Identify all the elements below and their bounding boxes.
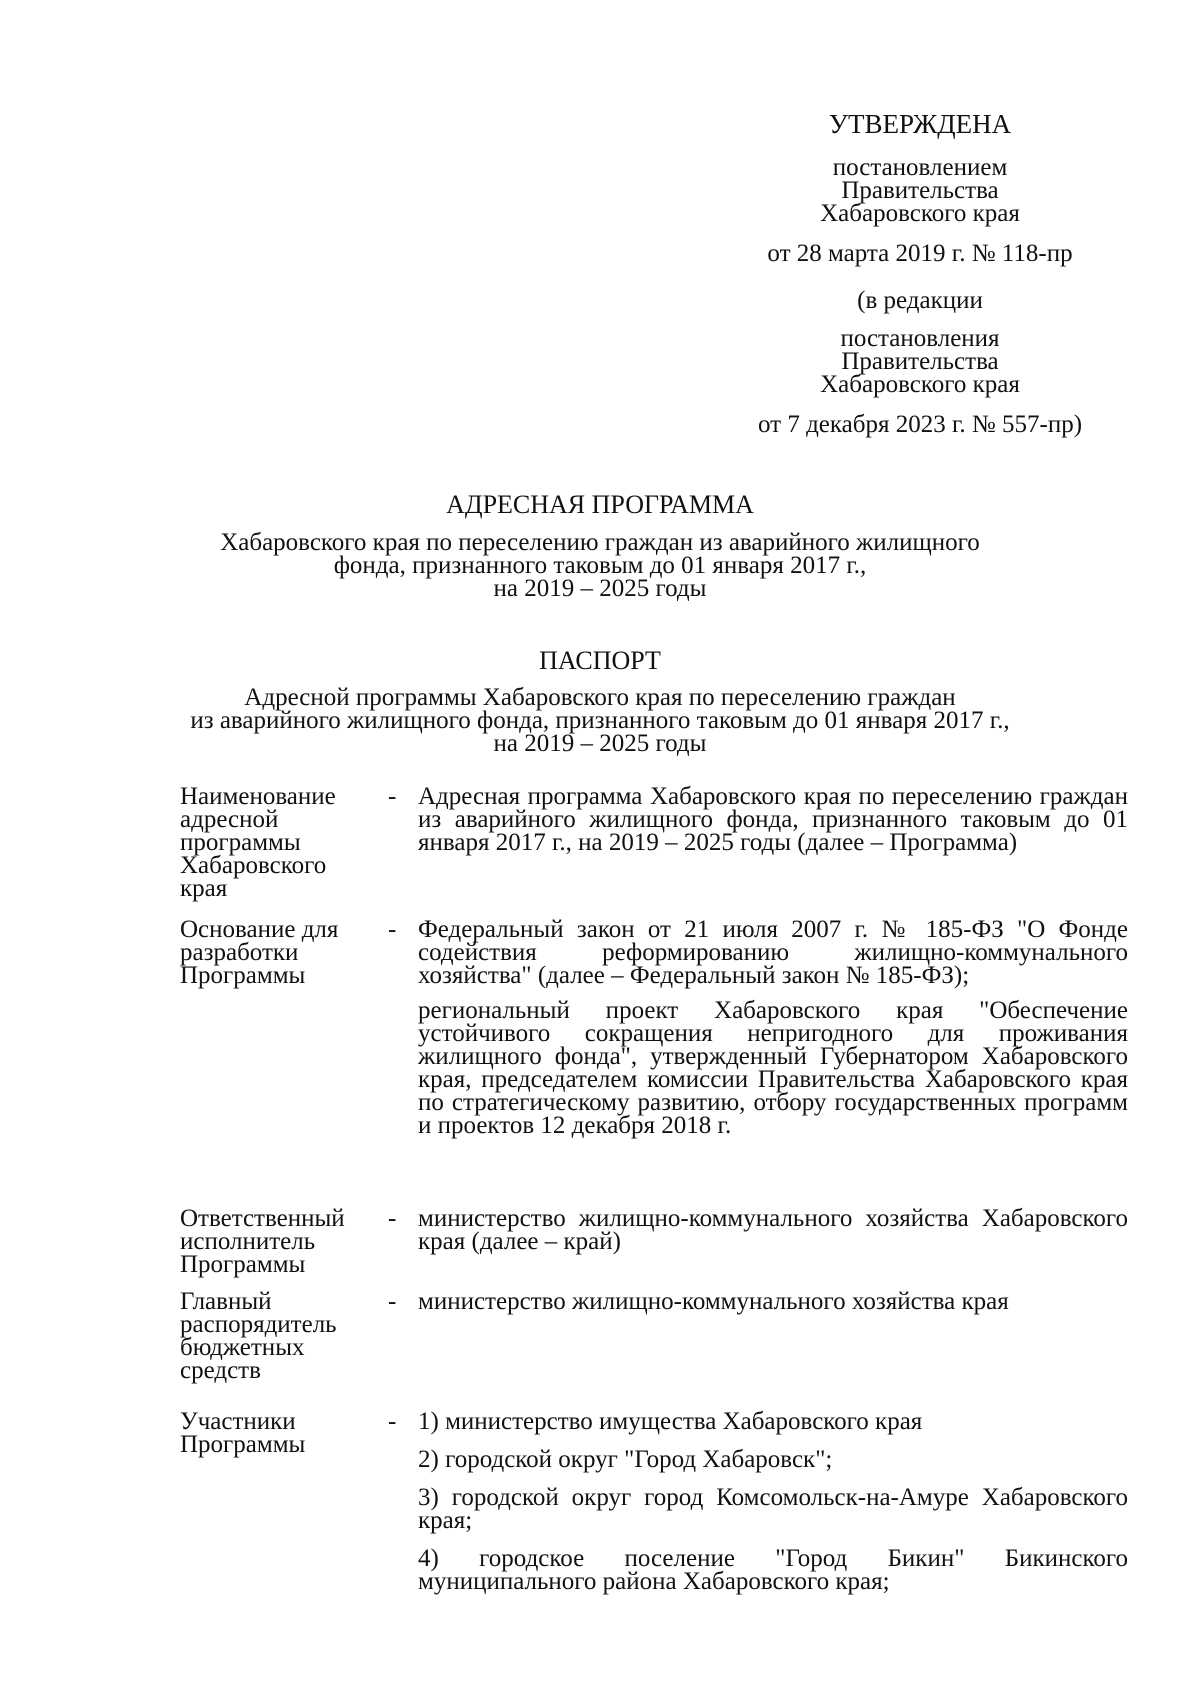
row-label: Наименование адресной программы Хабаровского края [180,783,336,902]
row-paragraph: Адресная программа Хабаровского края по переселению граждан из аварийного жилищного фонда, признанного таковым до 01 января 2017 г., на 2019 – 2025 годы (далее – Программа) [418,783,1128,856]
passport-subtitle-line: Адресной программы Хабаровского края по переселению граждан [244,684,956,711]
row-dash: - [388,1408,397,1435]
program-heading: АДРЕСНАЯ ПРОГРАММА [446,490,754,519]
row-content [418,1207,1128,1253]
approval-line: Хабаровского края [820,200,1020,227]
row-dash: - [388,1288,397,1315]
passport-heading: ПАСПОРТ [539,646,661,675]
approval-block [700,109,1140,442]
row-label: Основание для разработки Программы [180,916,339,989]
passport-subtitle-line: из аварийного жилищного фонда, признанного таковым до 01 января 2017 г., [190,707,1010,734]
passport-subtitle-line: на 2019 – 2025 годы [493,730,707,757]
row-paragraph: 2) городской округ "Город Хабаровск"; [418,1446,833,1473]
approval-edition-line: Правительства [841,348,999,375]
approval-edition-line: Хабаровского края [820,371,1020,398]
approval-line: постановлением [832,154,1008,181]
approval-line: Правительства [841,177,999,204]
program-subtitle-line: фонда, признанного таковым до 01 января 2017 г., [333,552,867,579]
row-paragraph: Федеральный закон от 21 июля 2007 г. № 185-ФЗ "О Фонде содействия реформированию жилищно-коммунального хозяйства" (далее – Федеральный закон № 185-ФЗ); [418,916,1128,989]
row-paragraph: региональный проект Хабаровского края "Обеспечение устойчивого сокращения непригодного для проживания жилищного фонда", утвержденный Губернатором Хабаровского края, председателем комиссии Правительства Хабаровского края по стратегическому развитию, отбору государственных программ и проектов 12 декабря 2018 г. [418,997,1128,1139]
row-content [418,918,1128,1137]
row-dash: - [388,916,397,943]
approval-heading: УТВЕРЖДЕНА [828,109,1012,139]
row-paragraph: министерство жилищно-коммунального хозяйства Хабаровского края (далее – край) [418,1205,1128,1255]
row-content [418,785,1128,854]
row-paragraph: министерство жилищно-коммунального хозяйства края [418,1288,1009,1315]
row-label: Ответственный исполнитель Программы [180,1205,345,1278]
row-dash: - [388,783,397,810]
row-content [418,1290,1128,1313]
row-label: Главный распорядитель бюджетных средств [180,1288,337,1384]
row-label: Участники Программы [180,1408,306,1458]
approval-date: от 28 марта 2019 г. № 118-пр [767,240,1073,267]
row-paragraph: 1) министерство имущества Хабаровского края [418,1408,923,1435]
approval-edition-line: (в редакции [857,287,983,314]
row-content [418,1410,1128,1593]
row-paragraph: 4) городское поселение "Город Бикин" Бикинского муниципального района Хабаровского края; [418,1545,1128,1595]
approval-edition-line: постановления [840,325,1000,352]
row-paragraph: 3) городской округ город Комсомольск-на-Амуре Хабаровского края; [418,1484,1128,1534]
row-dash: - [388,1205,397,1232]
approval-edition-date: от 7 декабря 2023 г. № 557-пр) [757,411,1083,438]
program-subtitle-line: на 2019 – 2025 годы [493,575,707,602]
program-subtitle-line: Хабаровского края по переселению граждан из аварийного жилищного [220,529,980,556]
